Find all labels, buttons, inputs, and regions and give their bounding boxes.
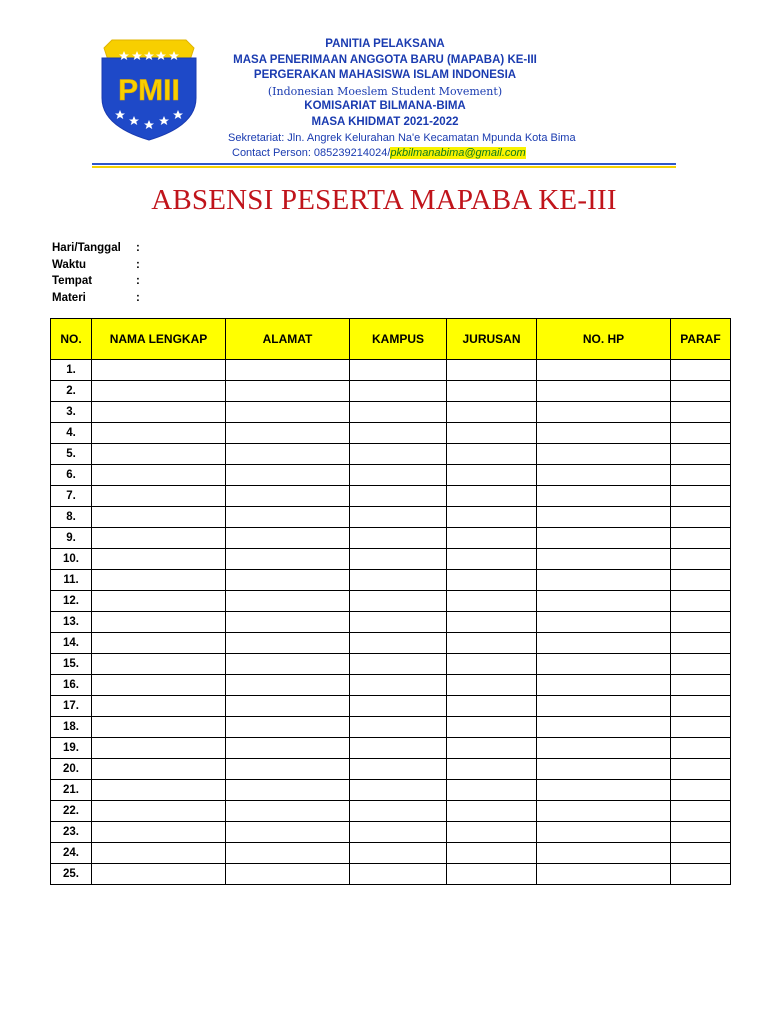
table-row [51, 549, 731, 570]
cell-phone [537, 402, 671, 423]
cell-campus [350, 822, 447, 843]
row-number: 15. [51, 654, 92, 675]
cell-phone [537, 591, 671, 612]
cell-signature [671, 717, 731, 738]
service-period-line: MASA KHIDMAT 2021-2022 [311, 115, 459, 128]
table-row [51, 381, 731, 402]
cell-phone [537, 717, 671, 738]
row-number: 1. [51, 360, 92, 381]
table-row [51, 360, 731, 381]
meeting-details [52, 240, 146, 306]
cell-campus [350, 528, 447, 549]
column-header-signature: PARAF [671, 319, 731, 360]
cell-signature [671, 738, 731, 759]
contact-phone: Contact Person: 085239214024/ [232, 147, 391, 159]
table-row [51, 675, 731, 696]
table-row [51, 612, 731, 633]
table-row [51, 444, 731, 465]
cell-major [447, 738, 537, 759]
table-header-row [51, 319, 731, 360]
cell-campus [350, 507, 447, 528]
cell-major [447, 444, 537, 465]
cell-full-name [92, 444, 226, 465]
commissariat-line: KOMISARIAT BILMANA-BIMA [304, 100, 466, 113]
cell-full-name [92, 675, 226, 696]
cell-phone [537, 843, 671, 864]
organization-english-line: (Indonesian Moeslem Student Movement) [267, 84, 503, 98]
column-header-campus: KAMPUS [350, 319, 447, 360]
attendance-table [50, 318, 731, 885]
cell-full-name [92, 570, 226, 591]
cell-major [447, 402, 537, 423]
cell-phone [537, 444, 671, 465]
contact-person [232, 146, 526, 161]
cell-address [226, 654, 350, 675]
table-row [51, 507, 731, 528]
cell-full-name [92, 738, 226, 759]
cell-major [447, 843, 537, 864]
cell-phone [537, 738, 671, 759]
detail-row-time [52, 257, 146, 274]
cell-signature [671, 423, 731, 444]
cell-major [447, 570, 537, 591]
cell-address [226, 780, 350, 801]
cell-address [226, 801, 350, 822]
cell-signature [671, 570, 731, 591]
cell-phone [537, 528, 671, 549]
row-number: 6. [51, 465, 92, 486]
cell-campus [350, 423, 447, 444]
cell-major [447, 423, 537, 444]
cell-campus [350, 801, 447, 822]
row-number: 2. [51, 381, 92, 402]
committee-line: PANITIA PELAKSANA [325, 38, 445, 50]
cell-full-name [92, 612, 226, 633]
cell-address [226, 717, 350, 738]
cell-campus [350, 696, 447, 717]
cell-campus [350, 612, 447, 633]
cell-full-name [92, 633, 226, 654]
row-number: 12. [51, 591, 92, 612]
cell-major [447, 633, 537, 654]
row-number: 20. [51, 759, 92, 780]
cell-address [226, 360, 350, 381]
cell-full-name [92, 759, 226, 780]
cell-address [226, 612, 350, 633]
cell-major [447, 696, 537, 717]
cell-major [447, 717, 537, 738]
cell-address [226, 759, 350, 780]
cell-phone [537, 801, 671, 822]
cell-phone [537, 654, 671, 675]
cell-campus [350, 675, 447, 696]
cell-address [226, 822, 350, 843]
cell-signature [671, 402, 731, 423]
cell-major [447, 549, 537, 570]
cell-signature [671, 612, 731, 633]
row-number: 21. [51, 780, 92, 801]
cell-campus [350, 780, 447, 801]
cell-address [226, 633, 350, 654]
column-header-phone: NO. HP [537, 319, 671, 360]
row-number: 3. [51, 402, 92, 423]
table-row [51, 423, 731, 444]
cell-campus [350, 843, 447, 864]
cell-phone [537, 822, 671, 843]
cell-full-name [92, 591, 226, 612]
cell-campus [350, 360, 447, 381]
cell-phone [537, 780, 671, 801]
cell-address [226, 507, 350, 528]
cell-full-name [92, 801, 226, 822]
cell-full-name [92, 822, 226, 843]
row-number: 17. [51, 696, 92, 717]
cell-phone [537, 381, 671, 402]
table-row [51, 822, 731, 843]
logo-text: PMII [118, 74, 180, 107]
cell-full-name [92, 549, 226, 570]
cell-signature [671, 780, 731, 801]
cell-phone [537, 360, 671, 381]
cell-address [226, 381, 350, 402]
table-row [51, 465, 731, 486]
cell-phone [537, 633, 671, 654]
cell-major [447, 528, 537, 549]
cell-campus [350, 591, 447, 612]
cell-phone [537, 864, 671, 885]
row-number: 23. [51, 822, 92, 843]
cell-phone [537, 612, 671, 633]
row-number: 9. [51, 528, 92, 549]
cell-address [226, 738, 350, 759]
cell-full-name [92, 696, 226, 717]
cell-phone [537, 696, 671, 717]
cell-address [226, 696, 350, 717]
cell-signature [671, 591, 731, 612]
row-number: 13. [51, 612, 92, 633]
table-row [51, 864, 731, 885]
cell-major [447, 654, 537, 675]
cell-signature [671, 486, 731, 507]
cell-address [226, 444, 350, 465]
cell-full-name [92, 402, 226, 423]
cell-campus [350, 633, 447, 654]
detail-label: Waktu [52, 258, 87, 271]
row-number: 4. [51, 423, 92, 444]
table-row [51, 528, 731, 549]
cell-campus [350, 570, 447, 591]
detail-label: Materi [52, 291, 86, 304]
cell-full-name [92, 507, 226, 528]
cell-phone [537, 549, 671, 570]
cell-campus [350, 381, 447, 402]
letterhead [220, 37, 550, 131]
cell-campus [350, 738, 447, 759]
cell-full-name [92, 486, 226, 507]
cell-signature [671, 444, 731, 465]
cell-signature [671, 528, 731, 549]
cell-major [447, 780, 537, 801]
cell-signature [671, 465, 731, 486]
detail-colon: : [136, 275, 140, 287]
cell-address [226, 465, 350, 486]
cell-address [226, 486, 350, 507]
attendance-rows [51, 360, 731, 885]
cell-signature [671, 696, 731, 717]
cell-address [226, 528, 350, 549]
cell-campus [350, 465, 447, 486]
cell-signature [671, 801, 731, 822]
cell-campus [350, 654, 447, 675]
table-row [51, 843, 731, 864]
cell-address [226, 549, 350, 570]
cell-signature [671, 549, 731, 570]
cell-phone [537, 507, 671, 528]
column-header-no: NO. [51, 319, 92, 360]
cell-signature [671, 864, 731, 885]
row-number: 5. [51, 444, 92, 465]
cell-signature [671, 654, 731, 675]
cell-phone [537, 675, 671, 696]
cell-address [226, 864, 350, 885]
cell-major [447, 612, 537, 633]
row-number: 11. [51, 570, 92, 591]
cell-full-name [92, 423, 226, 444]
table-row [51, 402, 731, 423]
cell-major [447, 465, 537, 486]
cell-major [447, 759, 537, 780]
detail-label: Tempat [52, 275, 93, 287]
cell-full-name [92, 528, 226, 549]
cell-major [447, 381, 537, 402]
cell-major [447, 360, 537, 381]
table-row [51, 486, 731, 507]
cell-address [226, 423, 350, 444]
table-row [51, 654, 731, 675]
row-number: 24. [51, 843, 92, 864]
detail-colon: : [136, 291, 140, 304]
cell-campus [350, 402, 447, 423]
cell-signature [671, 381, 731, 402]
cell-campus [350, 864, 447, 885]
detail-row-place [52, 273, 146, 290]
cell-campus [350, 486, 447, 507]
cell-full-name [92, 654, 226, 675]
cell-campus [350, 549, 447, 570]
cell-campus [350, 717, 447, 738]
table-row [51, 801, 731, 822]
row-number: 16. [51, 675, 92, 696]
cell-major [447, 486, 537, 507]
cell-phone [537, 570, 671, 591]
row-number: 18. [51, 717, 92, 738]
contact-email: pkbilmanabima@gmail.com [390, 147, 526, 159]
cell-signature [671, 633, 731, 654]
cell-address [226, 402, 350, 423]
cell-signature [671, 843, 731, 864]
cell-major [447, 507, 537, 528]
cell-full-name [92, 381, 226, 402]
cell-address [226, 570, 350, 591]
row-number: 10. [51, 549, 92, 570]
cell-address [226, 591, 350, 612]
row-number: 25. [51, 864, 92, 885]
document-title: ABSENSI PESERTA MAPABA KE-III [151, 184, 617, 216]
column-header-full-name: NAMA LENGKAP [92, 319, 226, 360]
cell-signature [671, 759, 731, 780]
event-line: MASA PENERIMAAN ANGGOTA BARU (MAPABA) KE-III [233, 53, 537, 66]
row-number: 19. [51, 738, 92, 759]
table-row [51, 570, 731, 591]
table-row [51, 780, 731, 801]
detail-row-material [52, 290, 146, 307]
cell-signature [671, 360, 731, 381]
table-row [51, 759, 731, 780]
cell-address [226, 843, 350, 864]
detail-label: Hari/Tanggal [52, 242, 121, 254]
cell-full-name [92, 465, 226, 486]
cell-full-name [92, 717, 226, 738]
cell-major [447, 822, 537, 843]
detail-colon: : [136, 242, 140, 254]
organization-line: PERGERAKAN MAHASISWA ISLAM INDONESIA [253, 69, 517, 82]
table-row [51, 717, 731, 738]
cell-campus [350, 444, 447, 465]
cell-phone [537, 465, 671, 486]
header-divider-blue [92, 163, 676, 165]
header-divider-yellow [92, 166, 676, 168]
row-number: 8. [51, 507, 92, 528]
cell-phone [537, 423, 671, 444]
detail-colon: : [136, 258, 140, 271]
secretariat-address: Sekretariat: Jln. Angrek Kelurahan Na'e Kecamatan Mpunda Kota Bima [228, 132, 576, 144]
cell-signature [671, 507, 731, 528]
cell-major [447, 801, 537, 822]
table-row [51, 696, 731, 717]
cell-full-name [92, 360, 226, 381]
cell-campus [350, 759, 447, 780]
detail-row-date [52, 240, 146, 257]
table-row [51, 738, 731, 759]
cell-major [447, 864, 537, 885]
table-row [51, 633, 731, 654]
column-header-address: ALAMAT [226, 319, 350, 360]
cell-signature [671, 822, 731, 843]
cell-full-name [92, 864, 226, 885]
cell-major [447, 591, 537, 612]
column-header-major: JURUSAN [447, 319, 537, 360]
row-number: 22. [51, 801, 92, 822]
cell-major [447, 675, 537, 696]
cell-phone [537, 486, 671, 507]
pmii-logo [98, 38, 200, 142]
cell-phone [537, 759, 671, 780]
cell-full-name [92, 780, 226, 801]
row-number: 14. [51, 633, 92, 654]
cell-address [226, 675, 350, 696]
cell-full-name [92, 843, 226, 864]
cell-signature [671, 675, 731, 696]
table-row [51, 591, 731, 612]
row-number: 7. [51, 486, 92, 507]
